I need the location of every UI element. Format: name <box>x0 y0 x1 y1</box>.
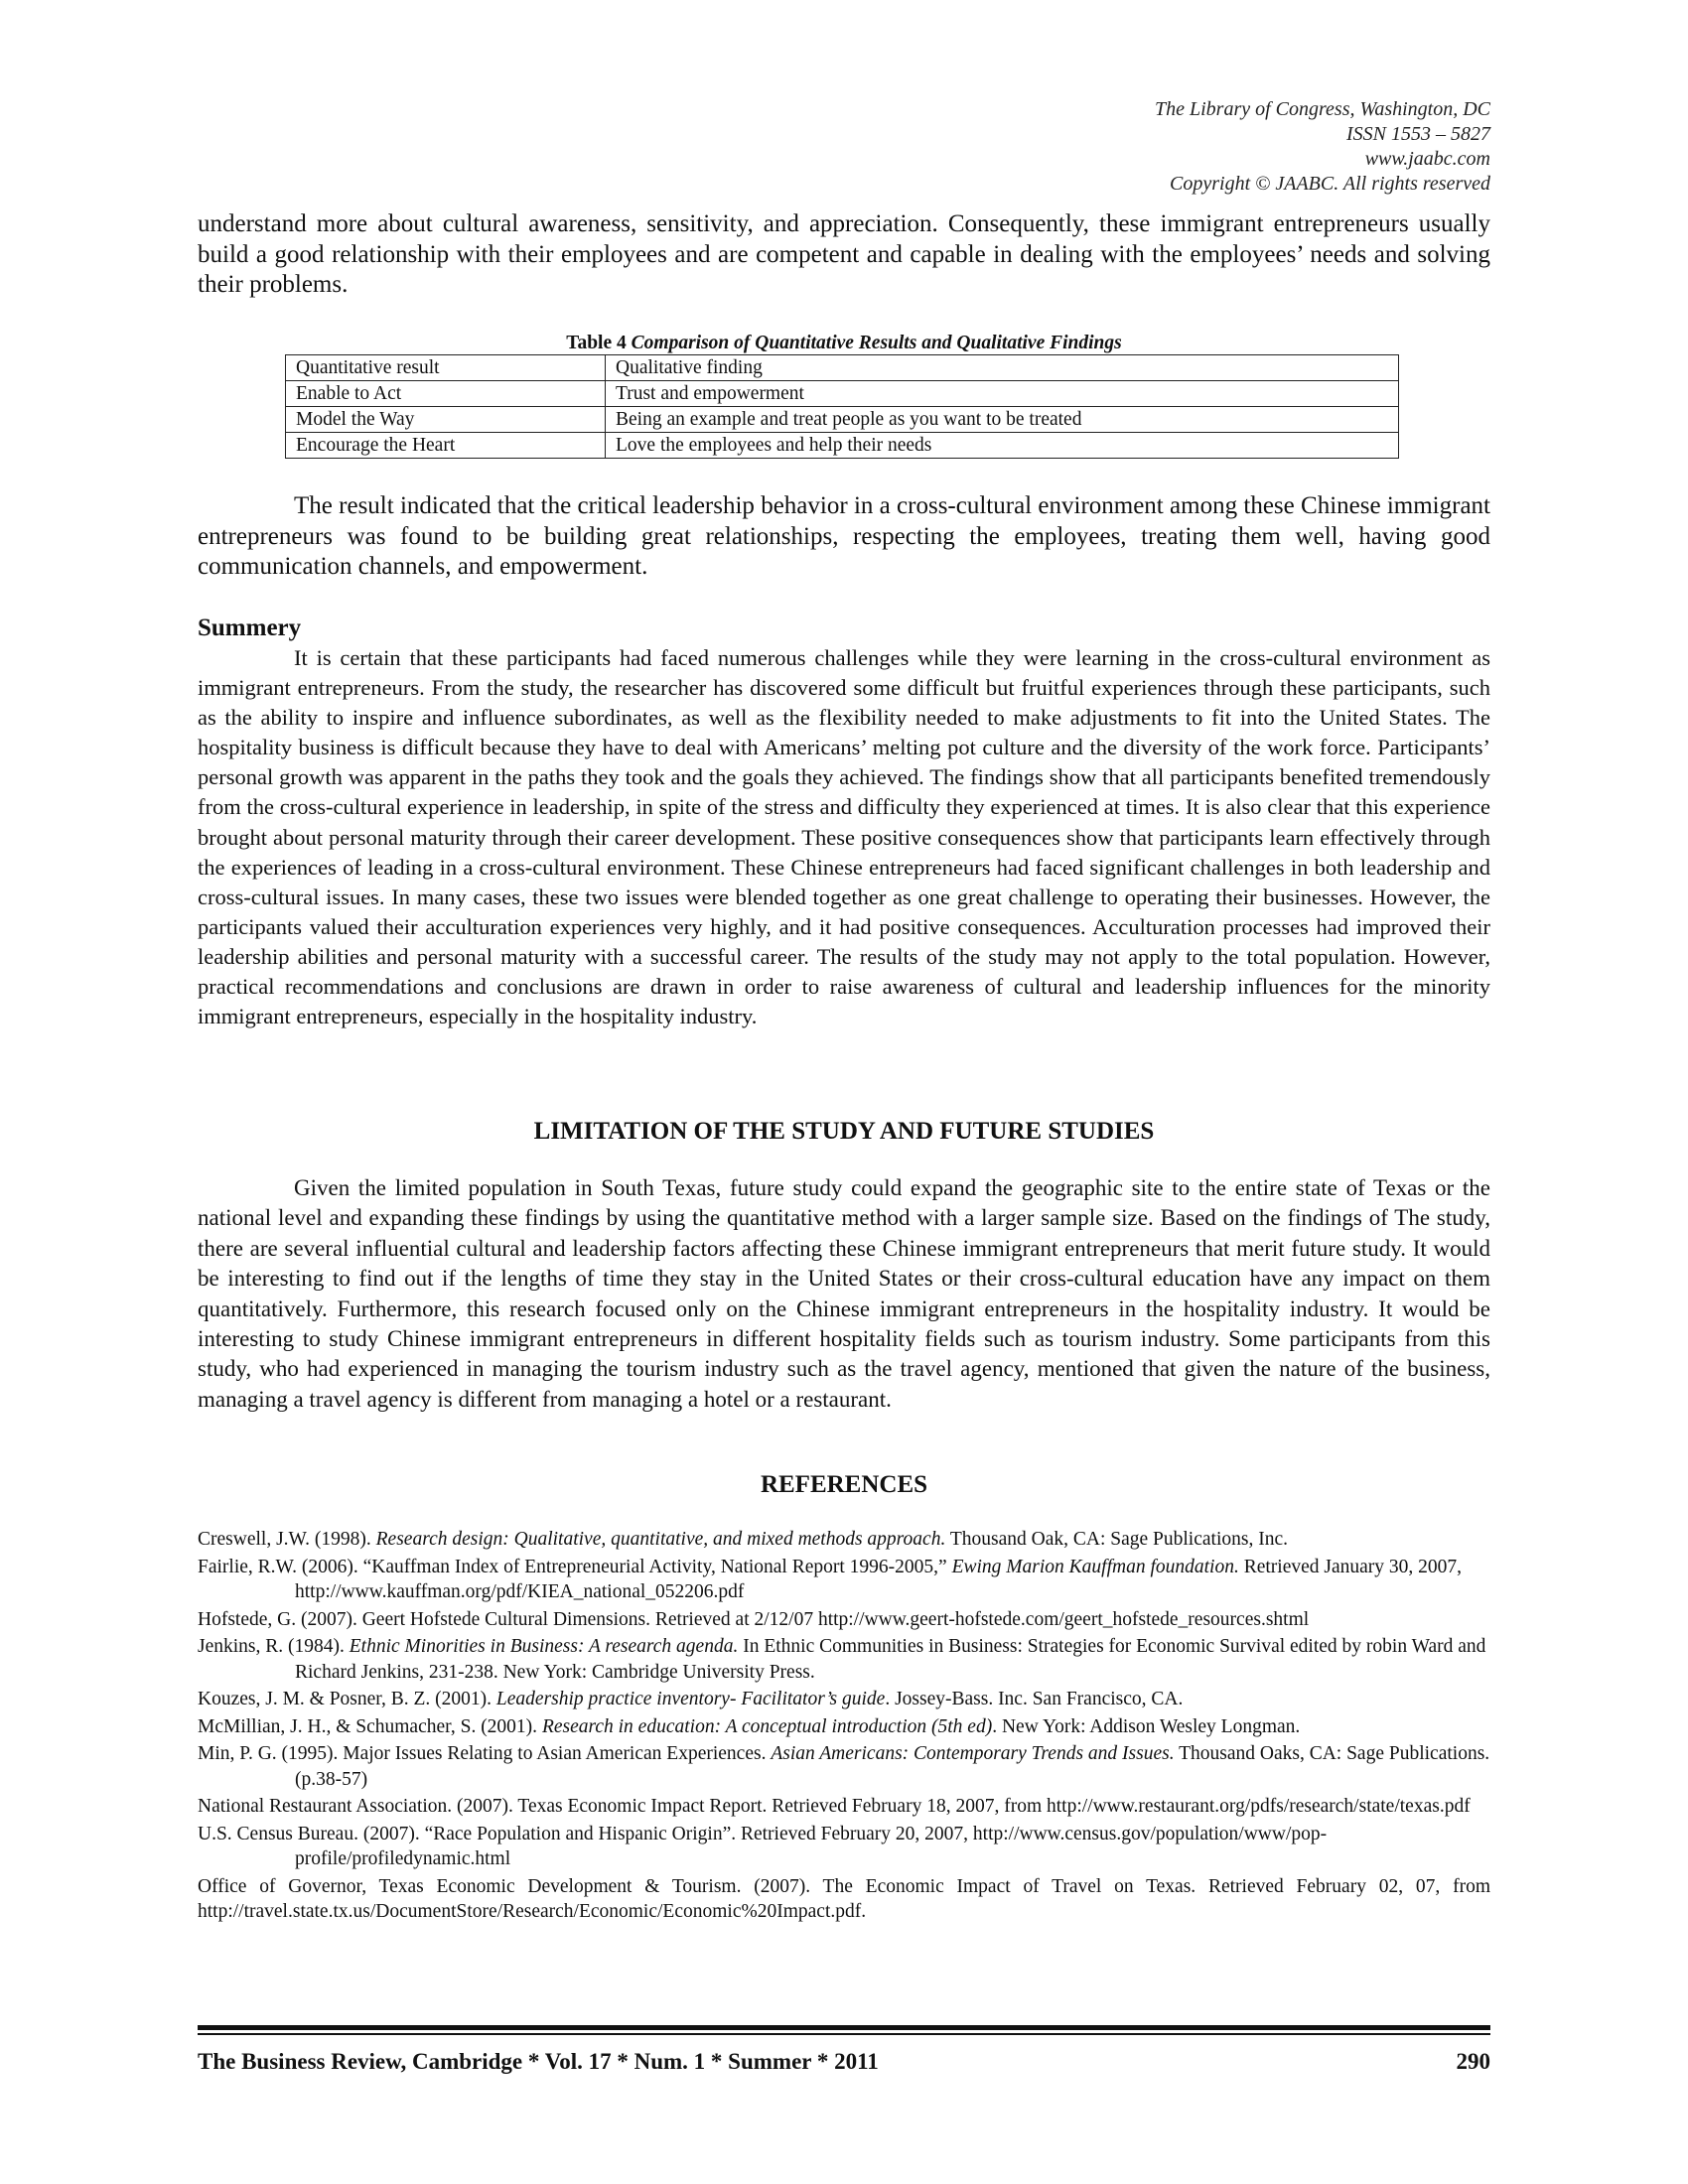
limitation-paragraph: Given the limited population in South Texas, future study could expand the geographic site to the entire state of Texas or the national level and expanding these findings by using the quantitative method with a larger sample size. Based on the findings of The study, there are several influential cultural and leadership factors affecting these Chinese immigrant entrepreneurs that merit future study. It would be interesting to find out if the lengths of time they stay in the United States or their cross-cultural education have any impact on them quantitatively. Furthermore, this research focused only on the Chinese immigrant entrepreneurs in the hospitality industry. It would be interesting to study Chinese immigrant entrepreneurs in different hospitality fields such as tourism industry. Some participants from this study, who had experienced in managing the tourism industry such as the travel agency, mentioned that given the nature of the business, managing a travel agency is different from managing a hotel or a restaurant. <box>198 1175 1490 1412</box>
reference-text: Thousand Oaks, CA: Sage Publications. (p.38-57) <box>295 1743 1490 1790</box>
reference-text: Thousand Oak, CA: Sage Publications, Inc. <box>945 1529 1288 1550</box>
table-cell: Trust and empowerment <box>606 381 1399 407</box>
footer-journal-info: The Business Review, Cambridge * Vol. 17 * Num. 1 * Summer * 2011 <box>198 2049 879 2074</box>
reference-title: Research in education: A conceptual introduction (5th ed) <box>541 1715 993 1737</box>
limitation-section <box>198 1173 1490 1415</box>
reference-text: National Restaurant Association. (2007). Texas Economic Impact Report. Retrieved February 18, 2007, from http://www.restaurant.org/pdfs/research/state/texas.pdf <box>198 1796 1471 1817</box>
table-row <box>286 381 1399 407</box>
reference-item <box>198 1822 1490 1872</box>
references-heading: REFERENCES <box>760 1471 928 1498</box>
references-list <box>198 1527 1490 1927</box>
reference-title: Ethnic Minorities in Business: A research agenda. <box>349 1636 739 1657</box>
reference-item <box>198 1555 1490 1605</box>
table-caption-label: Table 4 <box>566 333 627 353</box>
header-library: The Library of Congress, Washington, DC <box>1154 98 1490 120</box>
table-cell: Enable to Act <box>286 381 606 407</box>
table-cell: Quantitative result <box>286 355 606 381</box>
page-number: 290 <box>1456 2049 1490 2074</box>
reference-text: Jenkins, R. (1984). <box>198 1636 350 1657</box>
reference-text: Office of Governor, Texas Economic Development & Tourism. (2007). The Economic Impact of Travel on Texas. Retrieved February 02, 07, from http://travel.state.tx.us/DocumentStore/Research/Economic/Economic%20Impact.pdf. <box>198 1875 1490 1922</box>
reference-item <box>198 1741 1490 1792</box>
reference-title: Leadership practice inventory- Facilitator’s guide <box>495 1689 886 1709</box>
summery-section <box>198 643 1490 1031</box>
reference-item <box>198 1634 1490 1685</box>
intro-paragraph: understand more about cultural awareness, sensitivity, and appreciation. Consequently, these immigrant entrepreneurs usually build a good relationship with their employees and are competent and capable in dealing with the employees’ needs and solving their problems. <box>198 210 1490 298</box>
journal-page <box>198 0 1490 2184</box>
reference-text: Retrieved January 30, 2007, http://www.kauffman.org/pdf/KIEA_national_052206.pdf <box>295 1556 1463 1602</box>
table-cell: Qualitative finding <box>606 355 1399 381</box>
reference-text: . Jossey-Bass. Inc. San Francisco, CA. <box>885 1689 1184 1709</box>
reference-item <box>198 1687 1490 1712</box>
reference-title: Ewing Marion Kauffman foundation. <box>951 1556 1239 1577</box>
header-website: www.jaabc.com <box>1364 148 1490 170</box>
table-row <box>286 433 1399 459</box>
reference-item <box>198 1527 1490 1553</box>
summery-paragraph: It is certain that these participants had faced numerous challenges while they were learning in the cross-cultural environment as immigrant entrepreneurs. From the study, the researcher has discovered some difficult but fruitful experiences through these participants, such as the ability to inspire and influence subordinates, as well as the flexibility needed to make adjustments to fit into the United States. The hospitality business is difficult because they have to deal with Americans’ melting pot culture and the diversity of the work force. Participants’ personal growth was apparent in the paths they took and the goals they achieved. The findings show that all participants benefited tremendously from the cross-cultural experience in leadership, in spite of the stress and difficulty they experienced at times. It is also clear that this experience brought about personal maturity through their career development. These positive consequences show that participants learn effectively through the experiences of leading in a cross-cultural environment. These Chinese entrepreneurs had faced significant challenges in both leadership and cross-cultural issues. In many cases, these two issues were blended together as one great challenge to operating their businesses. However, the participants valued their acculturation experiences very highly, and it had positive consequences. Acculturation processes had improved their leadership abilities and personal maturity with a successful career. The results of the study may not apply to the total population. However, practical recommendations and conclusions are drawn in order to raise awareness of cultural and leadership influences for the minority immigrant entrepreneurs, especially in the hospitality industry. <box>198 645 1490 1029</box>
header-copyright: Copyright © JAABC. All rights reserved <box>1170 173 1490 195</box>
limitation-heading: LIMITATION OF THE STUDY AND FUTURE STUDIES <box>533 1118 1155 1145</box>
reference-item <box>198 1874 1490 1925</box>
reference-text: Fairlie, R.W. (2006). “Kauffman Index of Entrepreneurial Activity, National Report 1996-2005,” <box>198 1556 952 1577</box>
page-header <box>1155 97 1490 197</box>
table-row <box>286 407 1399 433</box>
header-issn: ISSN 1553 – 5827 <box>1346 123 1490 145</box>
table-row <box>286 355 1399 381</box>
footer-rule <box>198 2025 1490 2030</box>
table-cell: Model the Way <box>286 407 606 433</box>
reference-text: Hofstede, G. (2007). Geert Hofstede Cultural Dimensions. Retrieved at 2/12/07 http://www.geert-hofstede.com/geert_hofstede_resources.shtml <box>198 1608 1310 1630</box>
summery-heading: Summery <box>198 614 302 641</box>
reference-text: Kouzes, J. M. & Posner, B. Z. (2001). <box>198 1689 496 1709</box>
comparison-table <box>285 354 1399 459</box>
reference-title: Research design: Qualitative, quantitative, and mixed methods approach. <box>375 1529 946 1550</box>
result-section <box>198 491 1490 583</box>
reference-text: . New York: Addison Wesley Longman. <box>992 1715 1301 1737</box>
table-caption-title: Comparison of Quantitative Results and Qualitative Findings <box>631 333 1122 353</box>
reference-item <box>198 1714 1490 1740</box>
result-paragraph: The result indicated that the critical leadership behavior in a cross-cultural environment among these Chinese immigrant entrepreneurs was found to be building great relationships, respecting the employees, treating them well, having good communication channels, and empowerment. <box>198 492 1490 580</box>
reference-text: Creswell, J.W. (1998). <box>198 1529 376 1550</box>
table-caption <box>198 332 1490 355</box>
table-cell: Encourage the Heart <box>286 433 606 459</box>
table-cell: Being an example and treat people as you want to be treated <box>606 407 1399 433</box>
reference-text: In Ethnic Communities in Business: Strategies for Economic Survival edited by robin Ward and Richard Jenkins, 231-238. New York: Cambridge University Press. <box>295 1636 1486 1683</box>
reference-text: Min, P. G. (1995). Major Issues Relating to Asian American Experiences. <box>198 1743 772 1764</box>
reference-text: McMillian, J. H., & Schumacher, S. (2001). <box>198 1715 542 1737</box>
reference-title: Asian Americans: Contemporary Trends and Issues. <box>771 1743 1175 1764</box>
reference-item <box>198 1794 1490 1820</box>
footer-rule <box>198 2033 1490 2035</box>
table-cell: Love the employees and help their needs <box>606 433 1399 459</box>
reference-text: U.S. Census Bureau. (2007). “Race Population and Hispanic Origin”. Retrieved February 20, 2007, http://www.census.gov/population/www/pop-profile/profiledynamic.html <box>198 1823 1328 1869</box>
intro-section <box>198 209 1490 301</box>
reference-item <box>198 1607 1490 1633</box>
